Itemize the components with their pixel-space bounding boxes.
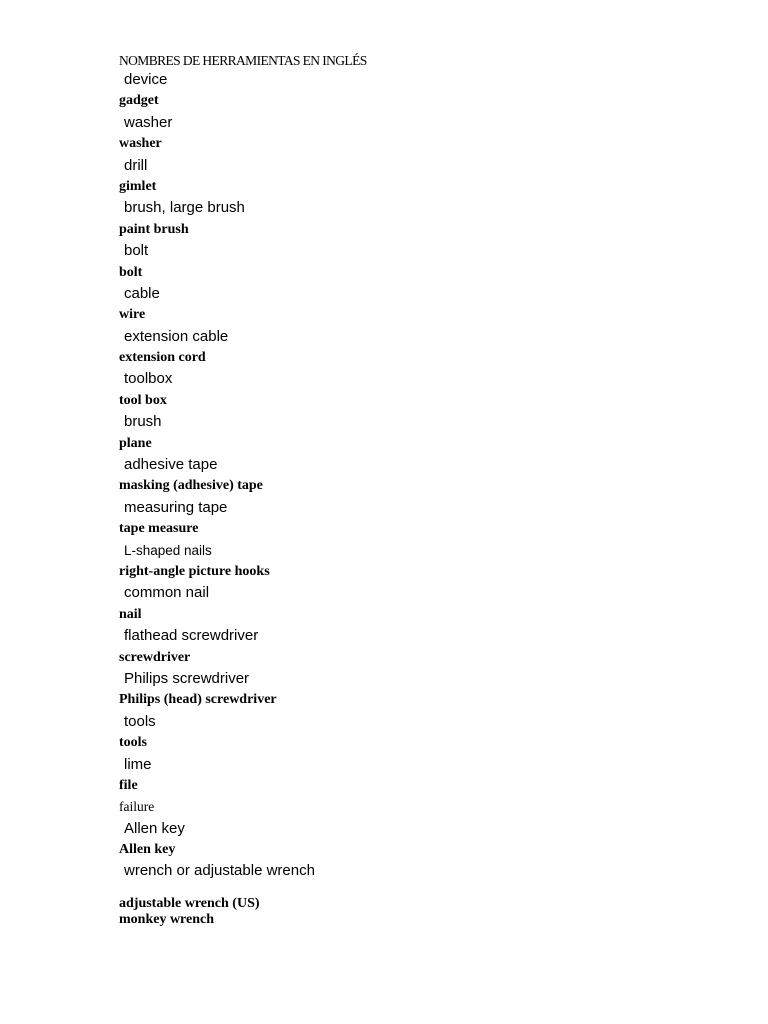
english-term: plane [119, 435, 152, 451]
document-title: NOMBRES DE HERRAMIENTAS EN INGLÉS [119, 53, 367, 68]
english-term: Allen key [119, 842, 176, 858]
english-term: tape measure [119, 521, 199, 537]
spacer [119, 882, 719, 896]
english-term: screwdriver [119, 649, 191, 665]
english-term: extension cord [119, 350, 206, 366]
note-line: failure [119, 799, 155, 815]
translation-line: L-shaped nails [124, 542, 212, 558]
english-term: washer [119, 136, 162, 152]
translation-line: common nail [124, 584, 210, 602]
translation-line: washer [124, 113, 173, 131]
translation-line: Philips screwdriver [124, 669, 250, 687]
english-term: Philips (head) screwdriver [119, 692, 277, 708]
translation-line: lime [124, 755, 152, 773]
english-term: adjustable wrench (US) [119, 895, 260, 911]
document-page [119, 52, 719, 929]
translation-line: toolbox [124, 370, 173, 388]
translation-line: device [124, 71, 168, 88]
english-term: nail [119, 606, 142, 622]
english-term: paint brush [119, 221, 189, 237]
english-term: tool box [119, 392, 167, 408]
translation-line: Allen key [124, 819, 185, 837]
translation-line: flathead screwdriver [124, 627, 259, 645]
english-term: bolt [119, 264, 143, 280]
translation-line: extension cable [124, 327, 229, 345]
english-term: gadget [119, 93, 159, 109]
english-term: wire [119, 307, 146, 323]
translation-line: adhesive tape [124, 456, 218, 474]
translation-line: cable [124, 284, 160, 302]
english-term: file [119, 777, 138, 793]
translation-line: brush, large brush [124, 199, 245, 217]
translation-line: tools [124, 712, 156, 730]
english-term: monkey wrench [119, 912, 215, 928]
translation-line: bolt [124, 242, 149, 260]
english-term: right-angle picture hooks [119, 563, 270, 579]
translation-line: wrench or adjustable wrench [124, 862, 315, 880]
translation-line: measuring tape [124, 498, 228, 516]
translation-line: brush [124, 413, 162, 431]
english-term: gimlet [119, 178, 157, 194]
translation-line: drill [124, 156, 148, 174]
english-term: tools [119, 735, 147, 751]
english-term: masking (adhesive) tape [119, 478, 263, 494]
